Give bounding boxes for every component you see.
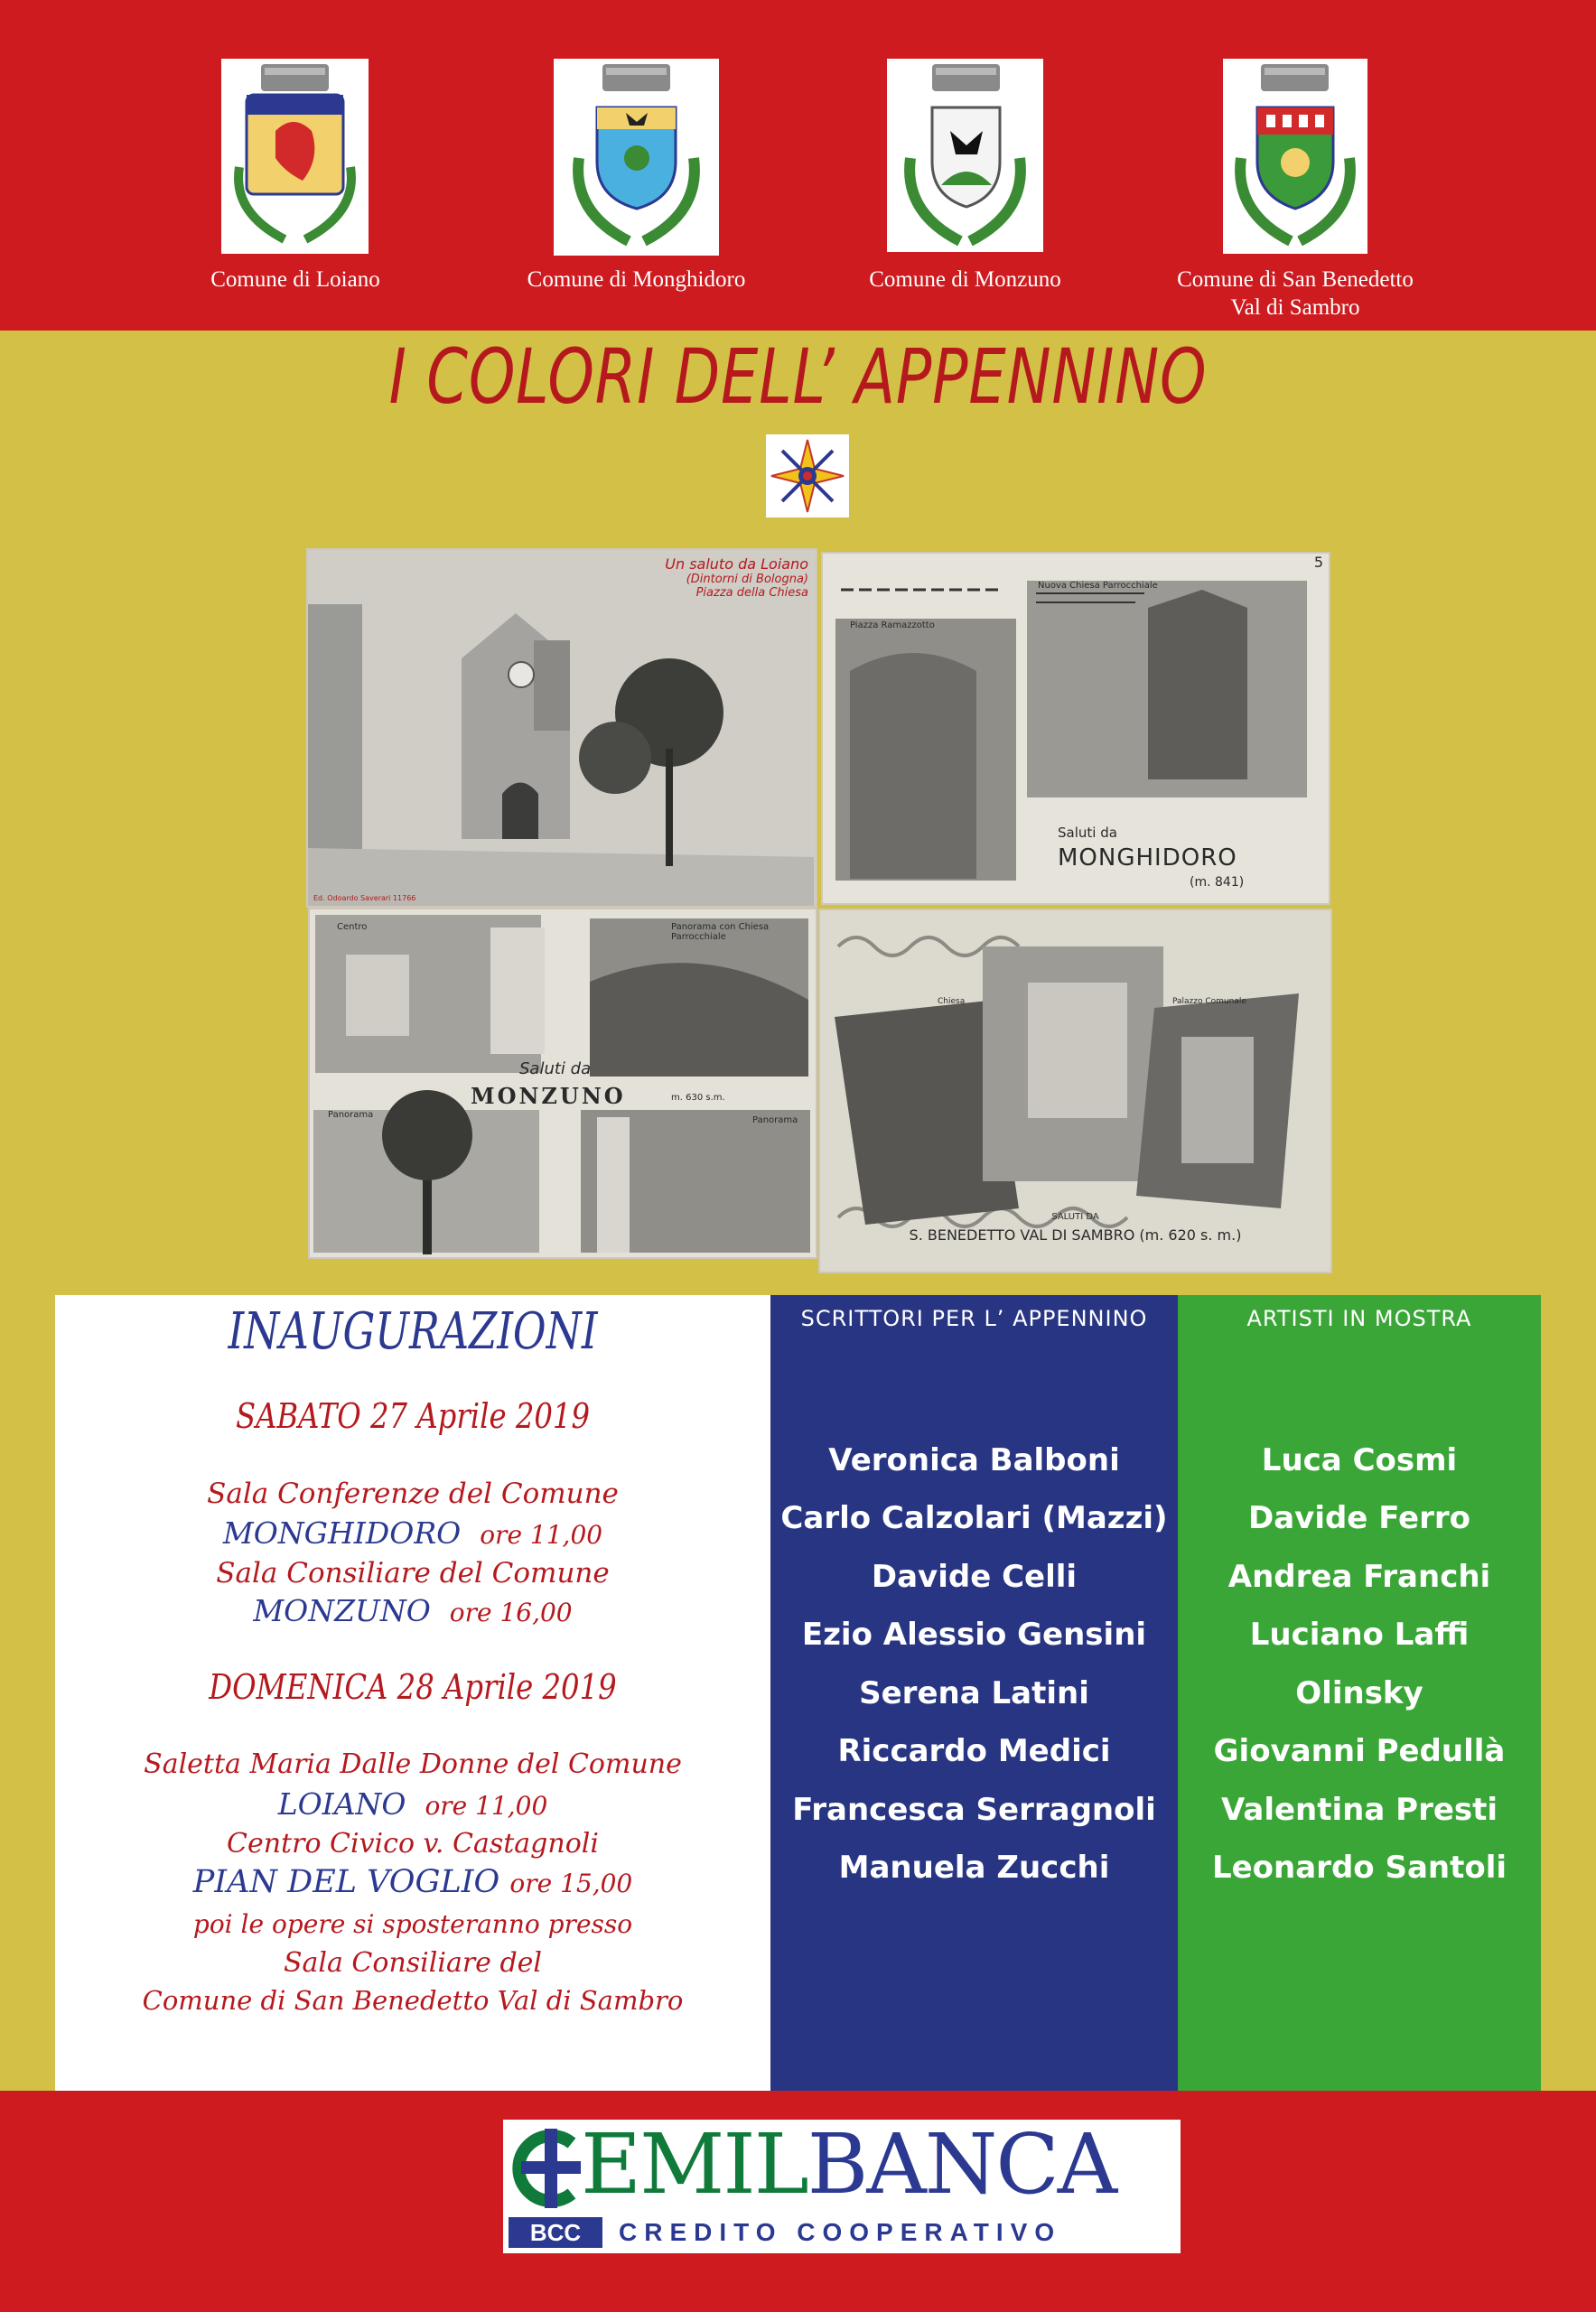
monzuno-time: ore 16,00 bbox=[449, 1598, 573, 1627]
event-title: I COLORI DELL’ APPENNINO bbox=[388, 332, 1208, 421]
loiano-caption-line3: Piazza della Chiesa bbox=[695, 586, 808, 600]
credito-cooperativo-tagline: CREDITO COOPERATIVO bbox=[619, 2218, 1062, 2246]
monzuno-label-panorama-chiesa: Panorama con Chiesa Parrocchiale bbox=[671, 922, 770, 942]
loiano-place: LOIANO bbox=[277, 1786, 406, 1822]
emilbanca-wordmark-banca: BANCA bbox=[807, 2116, 1116, 2213]
artista-name: Andrea Franchi bbox=[1227, 1559, 1491, 1595]
monghidoro-crest bbox=[554, 59, 719, 256]
scrittore-name: Davide Celli bbox=[871, 1559, 1078, 1595]
loiano-caption bbox=[628, 555, 808, 600]
comune-san-benedetto-label bbox=[1151, 266, 1440, 322]
loiano-publisher: Ed. Odoardo Saverari 11766 bbox=[313, 894, 416, 902]
note-line3: Comune di San Benedetto Val di Sambro bbox=[142, 1985, 684, 2016]
monghidoro-event bbox=[55, 1515, 770, 1551]
sanbenedetto-saluti: SALUTI DA bbox=[1051, 1212, 1099, 1222]
artista-name: Valentina Presti bbox=[1220, 1792, 1498, 1828]
emilbanca-wordmark bbox=[581, 2116, 1116, 2213]
san-benedetto-crest bbox=[1223, 59, 1367, 254]
comune-san-benedetto-line1: Comune di San Benedetto bbox=[1177, 267, 1414, 292]
monghidoro-place: MONGHIDORO bbox=[222, 1515, 462, 1551]
bcc-badge: BCC bbox=[509, 2217, 602, 2248]
sanbenedetto-label-chiesa: Chiesa bbox=[938, 997, 966, 1006]
inaugurazioni-panel bbox=[55, 1295, 770, 2091]
monghidoro-saluti: Saluti da bbox=[1058, 825, 1117, 841]
sanbenedetto-label-palazzo: Palazzo Comunale bbox=[1172, 997, 1246, 1006]
inaugurazioni-heading: INAUGURAZIONI bbox=[228, 1302, 598, 1361]
artista-name: Olinsky bbox=[1295, 1675, 1423, 1711]
scrittore-name: Francesca Serragnoli bbox=[792, 1792, 1156, 1828]
scrittore-name: Ezio Alessio Gensini bbox=[801, 1617, 1147, 1653]
venue-centro-civico: Centro Civico v. Castagnoli bbox=[227, 1828, 599, 1860]
artisti-heading: ARTISTI IN MOSTRA bbox=[1246, 1306, 1472, 1331]
scrittore-name: Manuela Zucchi bbox=[838, 1850, 1110, 1886]
postcard-monghidoro bbox=[821, 552, 1330, 905]
sanbenedetto-town: S. BENEDETTO VAL DI SAMBRO (m. 620 s. m.) bbox=[909, 1226, 1242, 1244]
scrittore-name: Serena Latini bbox=[859, 1675, 1089, 1711]
artisti-panel bbox=[1178, 1295, 1541, 2091]
monghidoro-label-piazza: Piazza Ramazzotto bbox=[850, 620, 935, 630]
note-line1: poi le opere si sposteranno presso bbox=[192, 1909, 633, 1939]
monzuno-place: MONZUNO bbox=[253, 1593, 431, 1628]
note-line2: Sala Consiliare del bbox=[283, 1947, 543, 1979]
monzuno-altitude: m. 630 s.m. bbox=[671, 1093, 725, 1103]
loiano-crest bbox=[221, 59, 369, 254]
scrittori-panel bbox=[770, 1295, 1178, 2091]
domenica-date: DOMENICA 28 Aprile 2019 bbox=[209, 1667, 617, 1707]
scrittore-name: Carlo Calzolari (Mazzi) bbox=[780, 1500, 1168, 1536]
sabato-date: SABATO 27 Aprile 2019 bbox=[235, 1396, 591, 1436]
monzuno-label-panorama-1: Panorama bbox=[328, 1110, 374, 1120]
compass-rose-icon bbox=[766, 434, 849, 517]
pian-del-voglio-event bbox=[55, 1864, 770, 1900]
loiano-caption-line1: Un saluto da Loiano bbox=[665, 555, 808, 573]
monzuno-saluti: Saluti da bbox=[519, 1059, 592, 1078]
pian-del-voglio-place: PIAN DEL VOGLIO bbox=[192, 1864, 500, 1900]
emilbanca-wordmark-emil: EMIL bbox=[581, 2116, 807, 2213]
monghidoro-altitude: (m. 841) bbox=[1190, 875, 1245, 890]
monzuno-crest bbox=[887, 59, 1043, 252]
artista-name: Luca Cosmi bbox=[1261, 1442, 1458, 1478]
monzuno-label-panorama-2: Panorama bbox=[752, 1115, 798, 1125]
loiano-event bbox=[55, 1786, 770, 1822]
monzuno-town: MONZUNO bbox=[471, 1083, 626, 1109]
postcard-monzuno bbox=[308, 908, 817, 1259]
loiano-caption-line2: (Dintorni di Bologna) bbox=[686, 573, 808, 586]
comune-san-benedetto-line2: Val di Sambro bbox=[1230, 295, 1360, 320]
monghidoro-time: ore 11,00 bbox=[480, 1520, 603, 1550]
monghidoro-town: MONGHIDORO bbox=[1058, 844, 1237, 872]
scrittore-name: Veronica Balboni bbox=[828, 1442, 1120, 1478]
monghidoro-card-number: 5 bbox=[1313, 554, 1323, 571]
postcard-loiano bbox=[306, 548, 817, 908]
monzuno-event bbox=[55, 1593, 770, 1628]
comune-monghidoro-label: Comune di Monghidoro bbox=[527, 267, 746, 292]
venue-sala-conferenze: Sala Conferenze del Comune bbox=[207, 1478, 619, 1510]
venue-saletta: Saletta Maria Dalle Donne del Comune bbox=[144, 1748, 682, 1780]
venue-sala-consiliare: Sala Consiliare del Comune bbox=[216, 1557, 610, 1590]
scrittore-name: Riccardo Medici bbox=[837, 1733, 1111, 1769]
artista-name: Giovanni Pedullà bbox=[1213, 1733, 1506, 1769]
loiano-time: ore 11,00 bbox=[425, 1791, 548, 1821]
comune-monzuno-label: Comune di Monzuno bbox=[869, 267, 1061, 292]
emilbanca-logo bbox=[503, 2116, 1181, 2253]
artista-name: Luciano Laffi bbox=[1249, 1617, 1470, 1653]
monzuno-label-centro: Centro bbox=[337, 922, 368, 932]
comune-loiano-label: Comune di Loiano bbox=[210, 267, 380, 292]
scrittori-heading: SCRITTORI PER L’ APPENNINO bbox=[800, 1306, 1148, 1331]
pian-del-voglio-time: ore 15,00 bbox=[509, 1869, 633, 1898]
monghidoro-label-chiesa: Nuova Chiesa Parrocchiale bbox=[1038, 581, 1158, 591]
artista-name: Davide Ferro bbox=[1247, 1500, 1471, 1536]
artista-name: Leonardo Santoli bbox=[1211, 1850, 1507, 1886]
postcard-san-benedetto bbox=[818, 909, 1332, 1273]
